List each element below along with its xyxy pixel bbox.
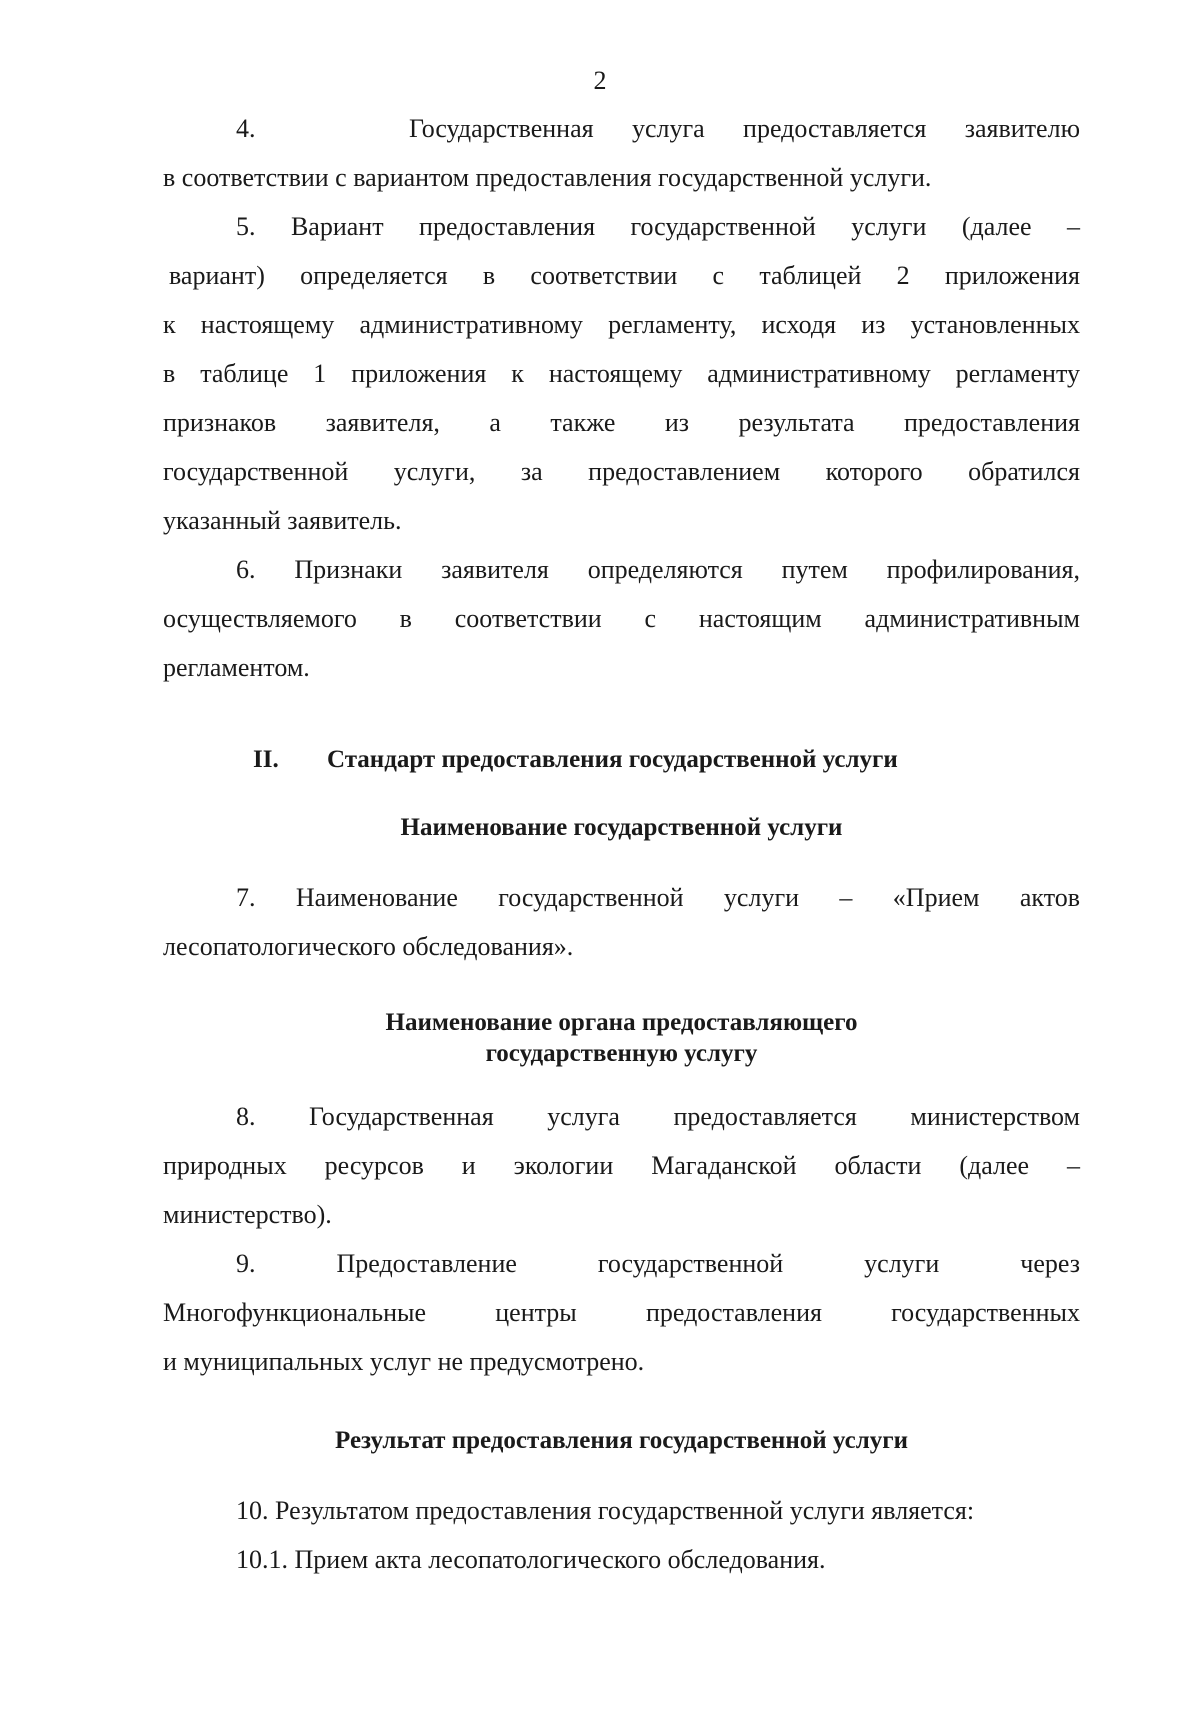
paragraph-line: 5. Вариант предоставления государственной услуги (далее – xyxy=(236,212,1080,241)
paragraph-line: министерство). xyxy=(163,1200,332,1229)
paragraph-10-1: 10.1. Прием акта лесопатологического обследования. xyxy=(236,1545,826,1574)
heading-result: Результат предоставления государственной услуги xyxy=(335,1427,908,1454)
paragraph-line: регламентом. xyxy=(163,653,310,682)
paragraph-line: осуществляемого в соответствии с настоящим административным xyxy=(163,604,1080,633)
paragraph-line: государственной услуги, за предоставлением которого обратился xyxy=(163,457,1080,486)
paragraph-line: в соответствии с вариантом предоставления государственной услуги. xyxy=(163,163,932,192)
section-number: II. xyxy=(253,746,279,773)
heading-service-name: Наименование государственной услуги xyxy=(400,814,843,841)
paragraph-6 xyxy=(163,545,1080,692)
paragraph-line: в таблице 1 приложения к настоящему административному регламенту xyxy=(163,359,1080,388)
paragraph-8 xyxy=(163,1092,1080,1239)
paragraph-line: и муниципальных услуг не предусмотрено. xyxy=(163,1347,645,1376)
heading-line: Наименование органа предоставляющего xyxy=(385,1009,858,1036)
paragraph-line: указанный заявитель. xyxy=(163,506,402,535)
paragraph-5 xyxy=(163,202,1080,545)
paragraph-4 xyxy=(163,104,1080,202)
paragraph-line: 4. Государственная услуга предоставляется заявителю xyxy=(236,114,1080,143)
paragraph-line: 9. Предоставление государственной услуги через xyxy=(236,1249,1080,1278)
paragraph-line: 7. Наименование государственной услуги – «Прием актов xyxy=(236,883,1080,912)
paragraph-line: Многофункциональные центры предоставления государственных xyxy=(163,1298,1080,1327)
paragraph-line: к настоящему административному регламенту, исходя из установленных xyxy=(163,310,1080,339)
paragraph-line: 8. Государственная услуга предоставляется министерством xyxy=(236,1102,1080,1131)
paragraph-line: 6. Признаки заявителя определяются путем профилирования, xyxy=(236,555,1080,584)
section-title: Стандарт предоставления государственной услуги xyxy=(327,746,898,773)
page-number: 2 xyxy=(593,66,607,95)
paragraph-7 xyxy=(163,873,1080,971)
paragraph-line: природных ресурсов и экологии Магаданской области (далее – xyxy=(163,1151,1080,1180)
paragraph-line: вариант) определяется в соответствии с таблицей 2 приложения xyxy=(169,261,1080,290)
heading-line: государственную услугу xyxy=(485,1040,758,1067)
paragraph-10: 10. Результатом предоставления государственной услуги является: xyxy=(236,1496,975,1525)
paragraph-9 xyxy=(163,1239,1080,1386)
paragraph-line: лесопатологического обследования». xyxy=(163,932,574,961)
heading-authority xyxy=(163,1007,1080,1069)
paragraph-line: признаков заявителя, а также из результата предоставления xyxy=(163,408,1080,437)
